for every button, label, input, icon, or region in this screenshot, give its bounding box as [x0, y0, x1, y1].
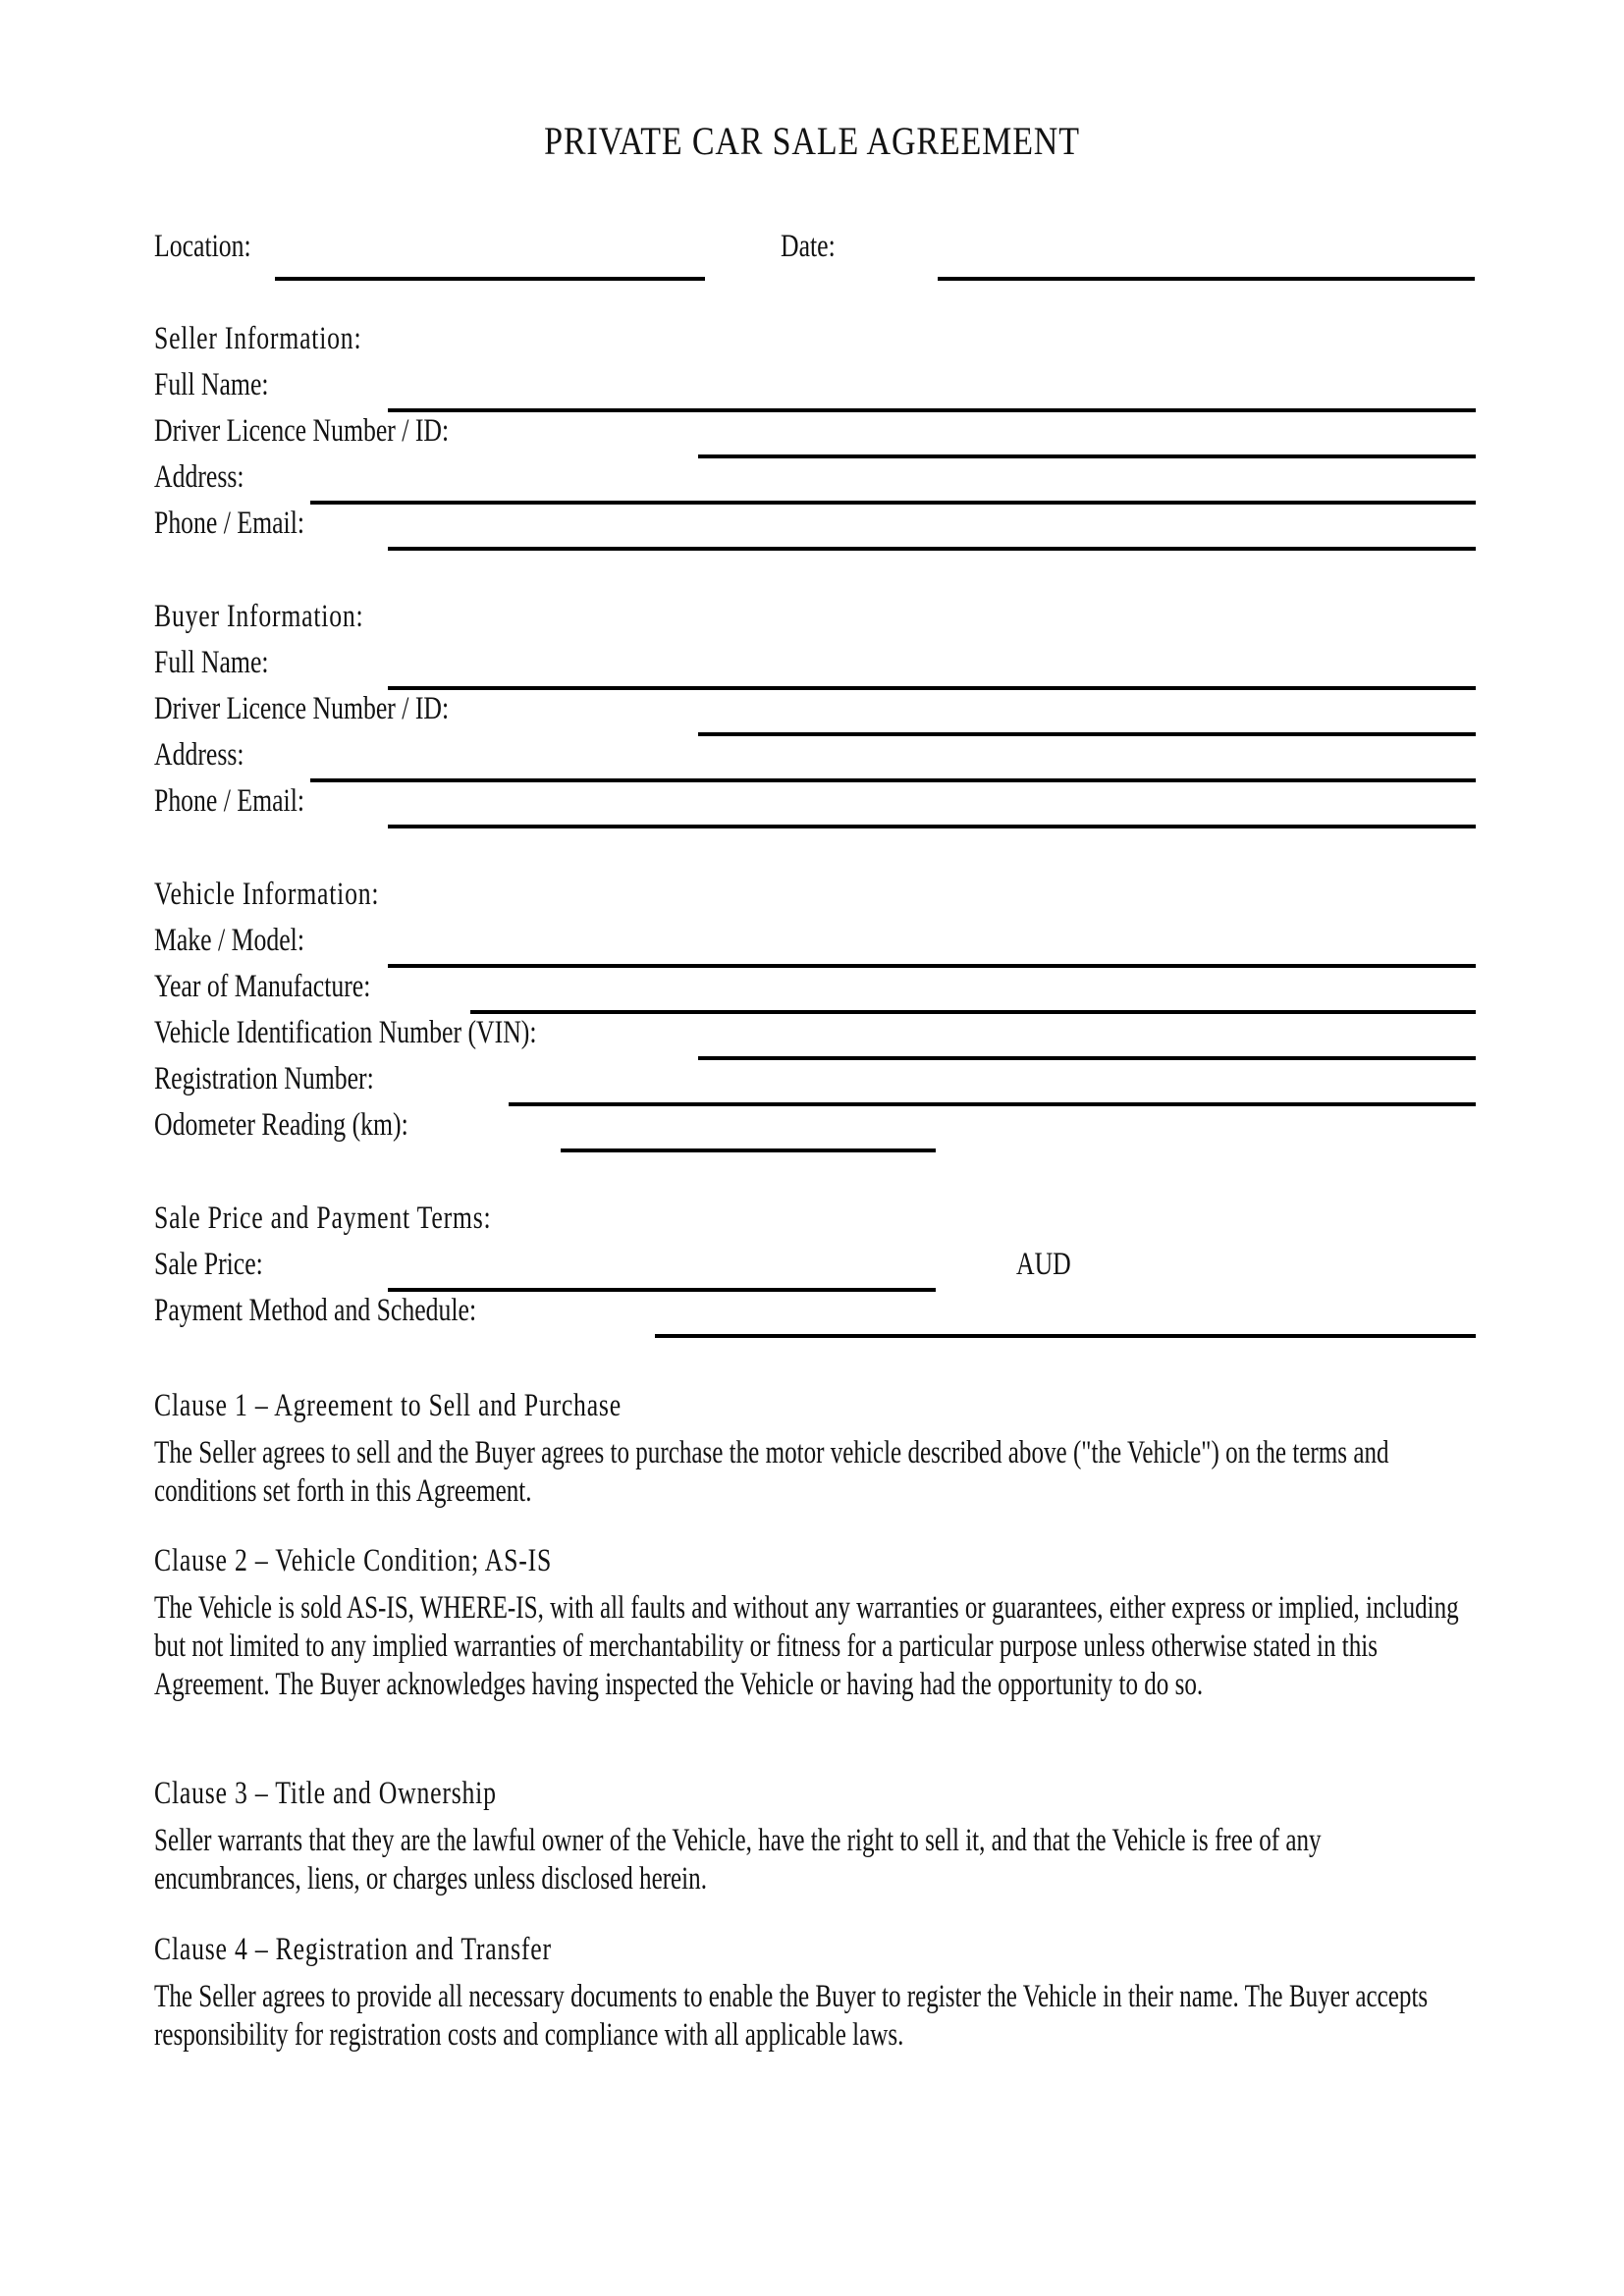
vehicle-section-heading: Vehicle Information: [154, 877, 380, 912]
date-blank-line [938, 277, 1475, 281]
buyer-address-blank-line [310, 778, 1476, 782]
buyer-address-label: Address: [154, 737, 244, 773]
clause-2-heading: Clause 2 – Vehicle Condition; AS-IS [154, 1543, 553, 1578]
sale-price-label: Sale Price: [154, 1247, 263, 1282]
currency-label: AUD [1016, 1247, 1071, 1282]
seller-phone-label: Phone / Email: [154, 506, 305, 541]
clause-4-body: The Seller agrees to provide all necessary documents to enable the Buyer to register the Vehicle in their name. The Buyer accepts responsibility for registration costs and compliance with all applicable laws. [154, 1979, 1429, 2053]
clause-4-heading: Clause 4 – Registration and Transfer [154, 1932, 552, 1967]
vehicle-vin-label: Vehicle Identification Number (VIN): [154, 1015, 537, 1050]
buyer-licence-blank-line [698, 732, 1476, 736]
page-title: PRIVATE CAR SALE AGREEMENT [544, 119, 1080, 163]
payment-section-heading: Sale Price and Payment Terms: [154, 1201, 492, 1236]
vehicle-make-label: Make / Model: [154, 923, 304, 958]
vehicle-year-blank-line [470, 1010, 1476, 1014]
buyer-phone-label: Phone / Email: [154, 783, 305, 819]
payment-method-label: Payment Method and Schedule: [154, 1293, 477, 1328]
clause-3-heading: Clause 3 – Title and Ownership [154, 1776, 497, 1811]
seller-full-name-blank-line [388, 408, 1476, 412]
vehicle-make-blank-line [388, 964, 1476, 968]
payment-method-blank-line [655, 1334, 1476, 1338]
buyer-full-name-label: Full Name: [154, 645, 269, 680]
vehicle-year-label: Year of Manufacture: [154, 969, 371, 1004]
date-label: Date: [781, 229, 836, 264]
vehicle-rego-blank-line [509, 1102, 1476, 1106]
buyer-phone-blank-line [388, 825, 1476, 828]
clause-3-body: Seller warrants that they are the lawful owner of the Vehicle, have the right to sell it, and that the Vehicle is free of any encumbrances, liens, or charges unless disclosed herein. [154, 1823, 1322, 1896]
clause-1-heading: Clause 1 – Agreement to Sell and Purchase [154, 1388, 622, 1423]
location-blank-line [275, 277, 705, 281]
buyer-section-heading: Buyer Information: [154, 599, 364, 634]
clause-2-body: The Vehicle is sold AS-IS, WHERE-IS, with all faults and without any warranties or guarantees, either express or implied, including but not limited to any implied warranties of merchantability or fitness for a particular purpose unless otherwise stated in this Agreement. The Buyer acknowledges having inspected the Vehicle or having had the opportunity to do so. [154, 1590, 1459, 1702]
seller-address-label: Address: [154, 459, 244, 495]
buyer-full-name-blank-line [388, 686, 1476, 690]
sale-price-blank-line [388, 1288, 936, 1292]
seller-section-heading: Seller Information: [154, 321, 362, 356]
vehicle-vin-blank-line [698, 1056, 1476, 1060]
seller-licence-label: Driver Licence Number / ID: [154, 413, 450, 449]
seller-full-name-label: Full Name: [154, 367, 269, 402]
vehicle-odometer-blank-line [561, 1148, 936, 1152]
clause-1-body: The Seller agrees to sell and the Buyer agrees to purchase the motor vehicle described above ("the Vehicle") on the terms and conditions set forth in this Agreement. [154, 1435, 1389, 1509]
location-label: Location: [154, 229, 251, 264]
vehicle-rego-label: Registration Number: [154, 1061, 374, 1096]
seller-address-blank-line [310, 501, 1476, 505]
seller-licence-blank-line [698, 454, 1476, 458]
seller-phone-blank-line [388, 547, 1476, 551]
buyer-licence-label: Driver Licence Number / ID: [154, 691, 450, 726]
vehicle-odometer-label: Odometer Reading (km): [154, 1107, 408, 1143]
